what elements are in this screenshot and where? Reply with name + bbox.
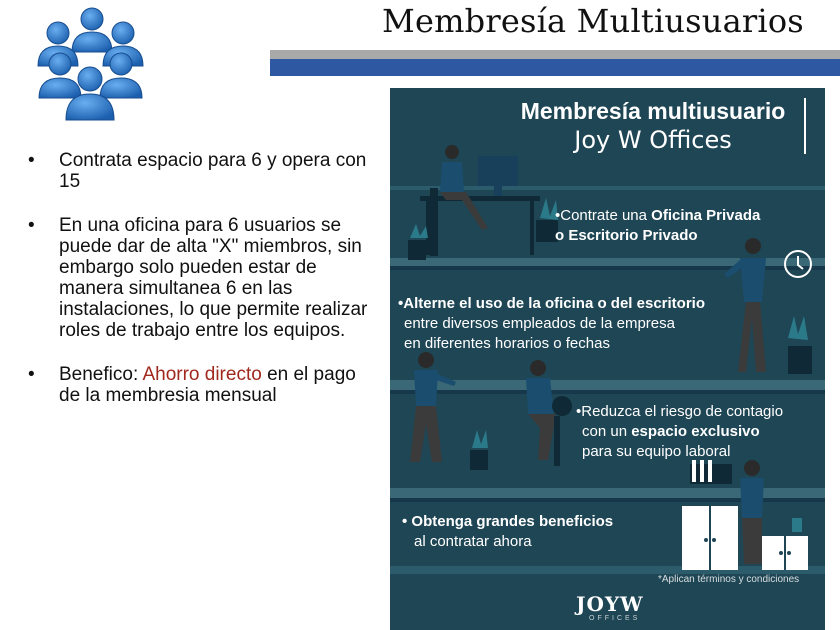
point-bold: • Obtenga grandes beneficios — [402, 513, 614, 530]
infographic-point-1 — [555, 206, 760, 246]
point-text: al contratar ahora — [414, 533, 532, 550]
bullet-text: En una oficina para 6 usuarios se puede dar de alta "X" miembros, sin embargo solo pueden estar de manera simultanea 6 en las instalaciones, lo que permite realizar roles de trabajo entre los equipos. — [59, 215, 368, 341]
bullet-item — [26, 215, 376, 341]
point-text: entre diversos empleados de la empresa — [404, 315, 675, 332]
bullet-item — [26, 364, 376, 406]
title-bar-gray — [270, 50, 840, 59]
bullet-highlight: Ahorro directo — [142, 364, 262, 385]
bullet-item — [26, 150, 376, 192]
bullet-list — [26, 150, 376, 406]
infographic-image — [390, 88, 825, 630]
point-bold: Oficina Privada — [651, 207, 761, 224]
title-bar-blue — [270, 59, 840, 76]
infographic-disclaimer: *Aplican términos y condiciones — [658, 574, 800, 585]
point-text: para su equipo laboral — [582, 443, 731, 460]
point-bold: o Escritorio Privado — [555, 227, 698, 244]
joyw-logo: JOYW — [576, 592, 644, 616]
slide-title: Membresía Multiusuarios — [382, 2, 804, 40]
bullet-text-before: Benefico: — [59, 364, 143, 385]
infographic-point-3 — [576, 402, 783, 462]
joyw-logo-subtitle: OFFICES — [589, 615, 641, 622]
point-text: en diferentes horarios o fechas — [404, 335, 610, 352]
bullet-text: Contrata espacio para 6 y opera con 15 — [59, 150, 367, 192]
infographic-point-2 — [398, 294, 705, 354]
infographic-subtitle: Joy W Offices — [574, 126, 732, 154]
infographic-title: Membresía multiusuario — [520, 98, 786, 124]
infographic-point-4 — [402, 512, 613, 552]
users-group-icon — [34, 6, 146, 124]
bullet-text-after: en el pago de la membresia mensual — [59, 364, 356, 406]
point-text: •Contrate una — [555, 207, 652, 224]
point-text: con un — [582, 423, 632, 440]
point-text: •Reduzca el riesgo de contagio — [576, 403, 784, 420]
point-bold: espacio exclusivo — [631, 423, 760, 440]
point-bold: •Alterne el uso de la oficina o del escritorio — [398, 295, 705, 312]
